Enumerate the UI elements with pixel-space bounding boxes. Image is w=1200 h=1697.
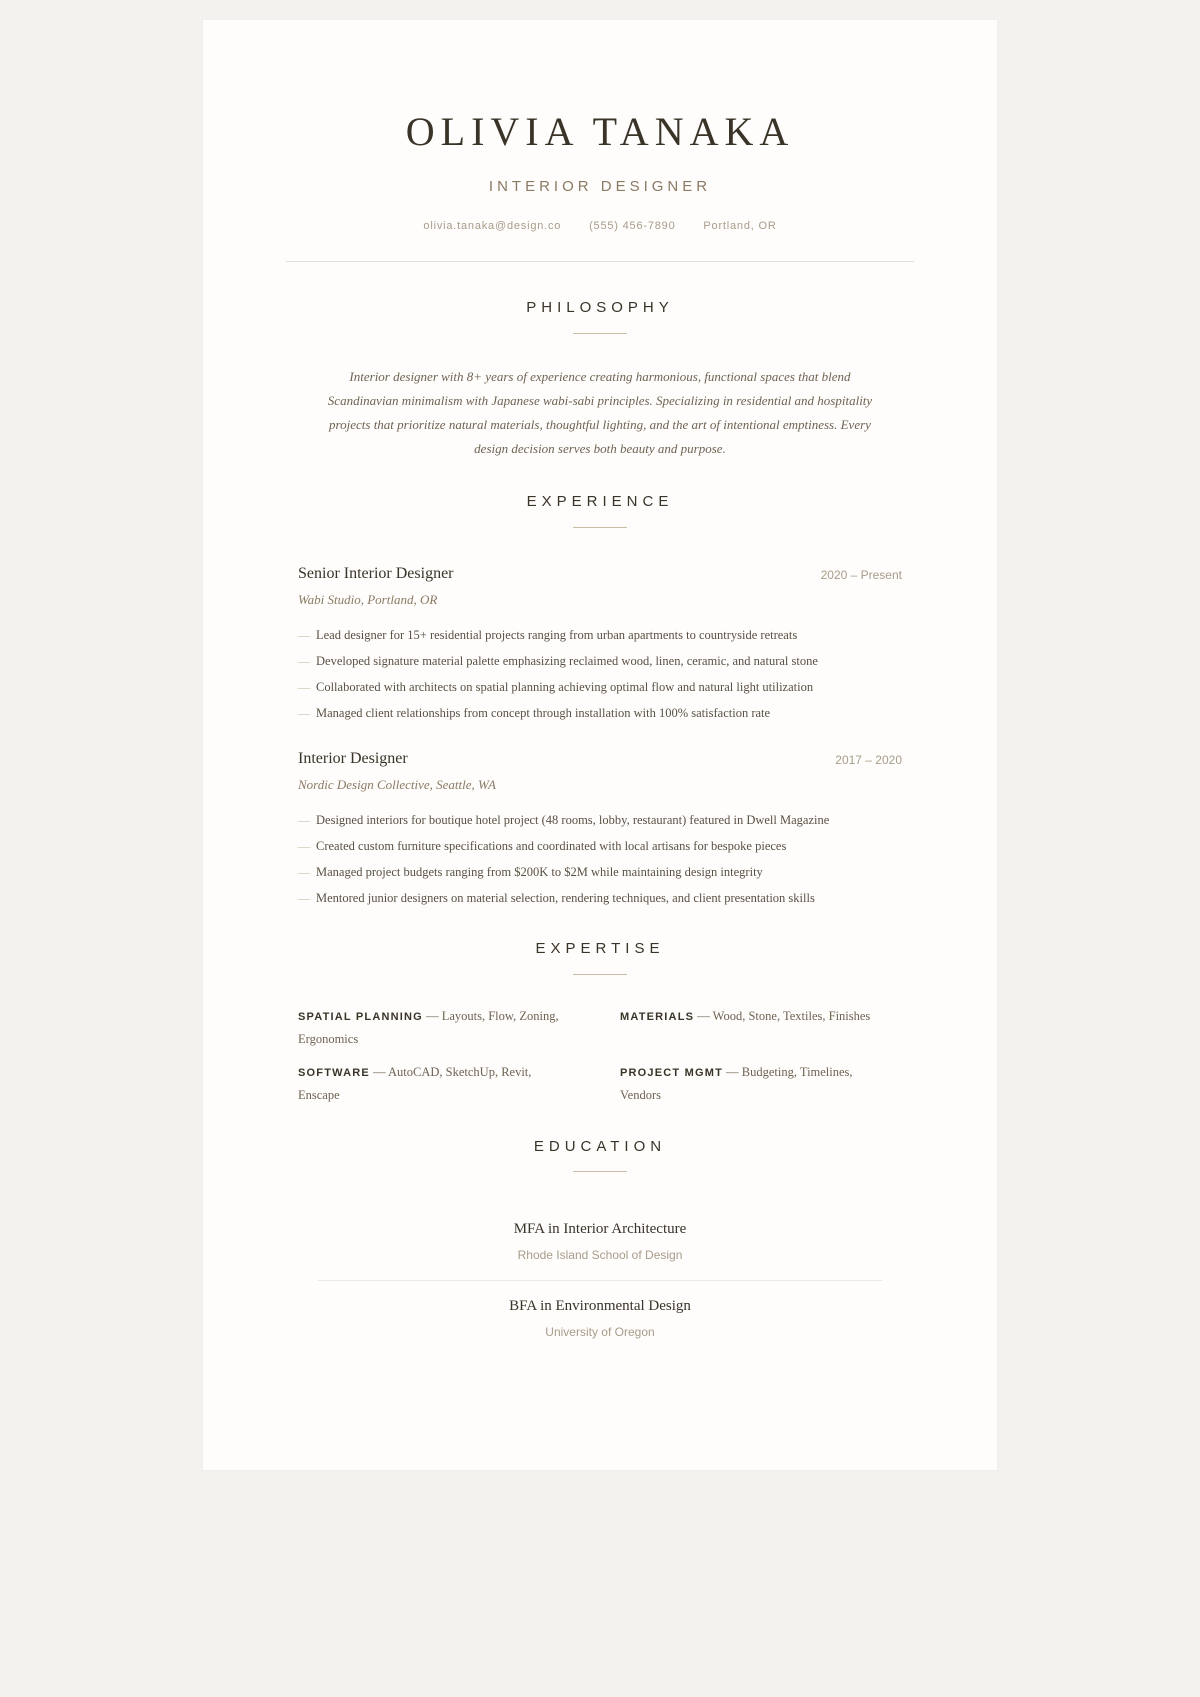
education-degree: MFA in Interior Architecture [513, 1221, 687, 1237]
job-bullets [298, 622, 902, 726]
expertise-value: — Wood, Stone, Textiles, Finishes [694, 1009, 871, 1023]
education-school: Rhode Island School of Design [517, 1248, 683, 1262]
job-dates: 2017 – 2020 [835, 753, 902, 767]
section-heading-philosophy: PHILOSOPHY [526, 299, 674, 316]
job-entry [298, 750, 902, 911]
section-divider [573, 1171, 627, 1172]
section-heading-education: EDUCATION [533, 1138, 667, 1155]
contact-location: Portland, OR [703, 220, 777, 232]
dash-icon: — [298, 813, 310, 827]
education-divider [318, 1280, 882, 1281]
philosophy-text: Interior designer with 8+ years of experience creating harmonious, functional spaces that blend Scandinavian minimalism with Japanese wabi-sabi principles. Specializing in residential and hospitality projects that prioritize natural materials, thoughtful lighting, and the art of intentional emptiness. Every design decision serves both beauty and purpose. [327, 369, 873, 456]
expertise-label: SOFTWARE [298, 1067, 370, 1079]
expertise-value: — AutoCAD, SketchUp, Revit, Enscape [298, 1065, 532, 1102]
dash-icon: — [298, 839, 310, 853]
education-entry [318, 1221, 882, 1262]
section-divider [573, 527, 627, 528]
dash-icon: — [298, 706, 310, 720]
expertise-label: MATERIALS [620, 1011, 695, 1023]
contact-line [286, 220, 914, 232]
expertise-label: SPATIAL PLANNING [298, 1011, 423, 1023]
job-entry [298, 565, 902, 726]
expertise-item [620, 1061, 895, 1106]
job-dates: 2020 – Present [820, 568, 902, 582]
job-title: Interior Designer [298, 750, 408, 767]
education-entry [318, 1298, 882, 1339]
job-bullets [298, 807, 902, 911]
expertise-item [298, 1005, 573, 1050]
section-divider [573, 974, 627, 975]
job-company: Wabi Studio, Portland, OR [298, 592, 438, 607]
expertise-value: — Budgeting, Timelines, Vendors [620, 1065, 853, 1102]
dash-icon: — [298, 628, 310, 642]
education-school: University of Oregon [545, 1325, 655, 1339]
dash-icon: — [298, 891, 310, 905]
contact-phone: (555) 456-7890 [589, 220, 676, 232]
resume-header [286, 20, 914, 262]
job-bullet: — Collaborated with architects on spatial planning achieving optimal flow and natural light utilization [298, 674, 902, 700]
job-bullet: — Lead designer for 15+ residential projects ranging from urban apartments to countryside retreats [298, 622, 902, 648]
job-company: Nordic Design Collective, Seattle, WA [298, 777, 496, 792]
job-bullet: — Developed signature material palette emphasizing reclaimed wood, linen, ceramic, and natural stone [298, 648, 902, 674]
section-heading-experience: EXPERIENCE [526, 493, 674, 510]
section-heading-expertise: EXPERTISE [535, 940, 665, 957]
job-bullet: — Managed client relationships from concept through installation with 100% satisfaction rate [298, 700, 902, 726]
education-degree: BFA in Environmental Design [509, 1298, 691, 1314]
expertise-item [620, 1005, 895, 1028]
dash-icon: — [298, 680, 310, 694]
expertise-value: — Layouts, Flow, Zoning, Ergonomics [298, 1009, 559, 1046]
candidate-title: INTERIOR DESIGNER [488, 178, 712, 195]
dash-icon: — [298, 865, 310, 879]
job-bullet: — Created custom furniture specifications and coordinated with local artisans for bespoke pieces [298, 833, 902, 859]
contact-email[interactable]: olivia.tanaka@design.co [423, 220, 562, 232]
job-bullet: — Designed interiors for boutique hotel project (48 rooms, lobby, restaurant) featured in Dwell Magazine [298, 807, 902, 833]
expertise-label: PROJECT MGMT [620, 1067, 724, 1079]
candidate-name: OLIVIA TANAKA [405, 109, 795, 154]
job-bullet: — Managed project budgets ranging from $200K to $2M while maintaining design integrity [298, 859, 902, 885]
job-title: Senior Interior Designer [298, 565, 454, 582]
section-divider [573, 333, 627, 334]
resume-page [203, 20, 997, 1470]
dash-icon: — [298, 654, 310, 668]
job-bullet: — Mentored junior designers on material selection, rendering techniques, and client presentation skills [298, 885, 902, 911]
expertise-item [298, 1061, 573, 1106]
